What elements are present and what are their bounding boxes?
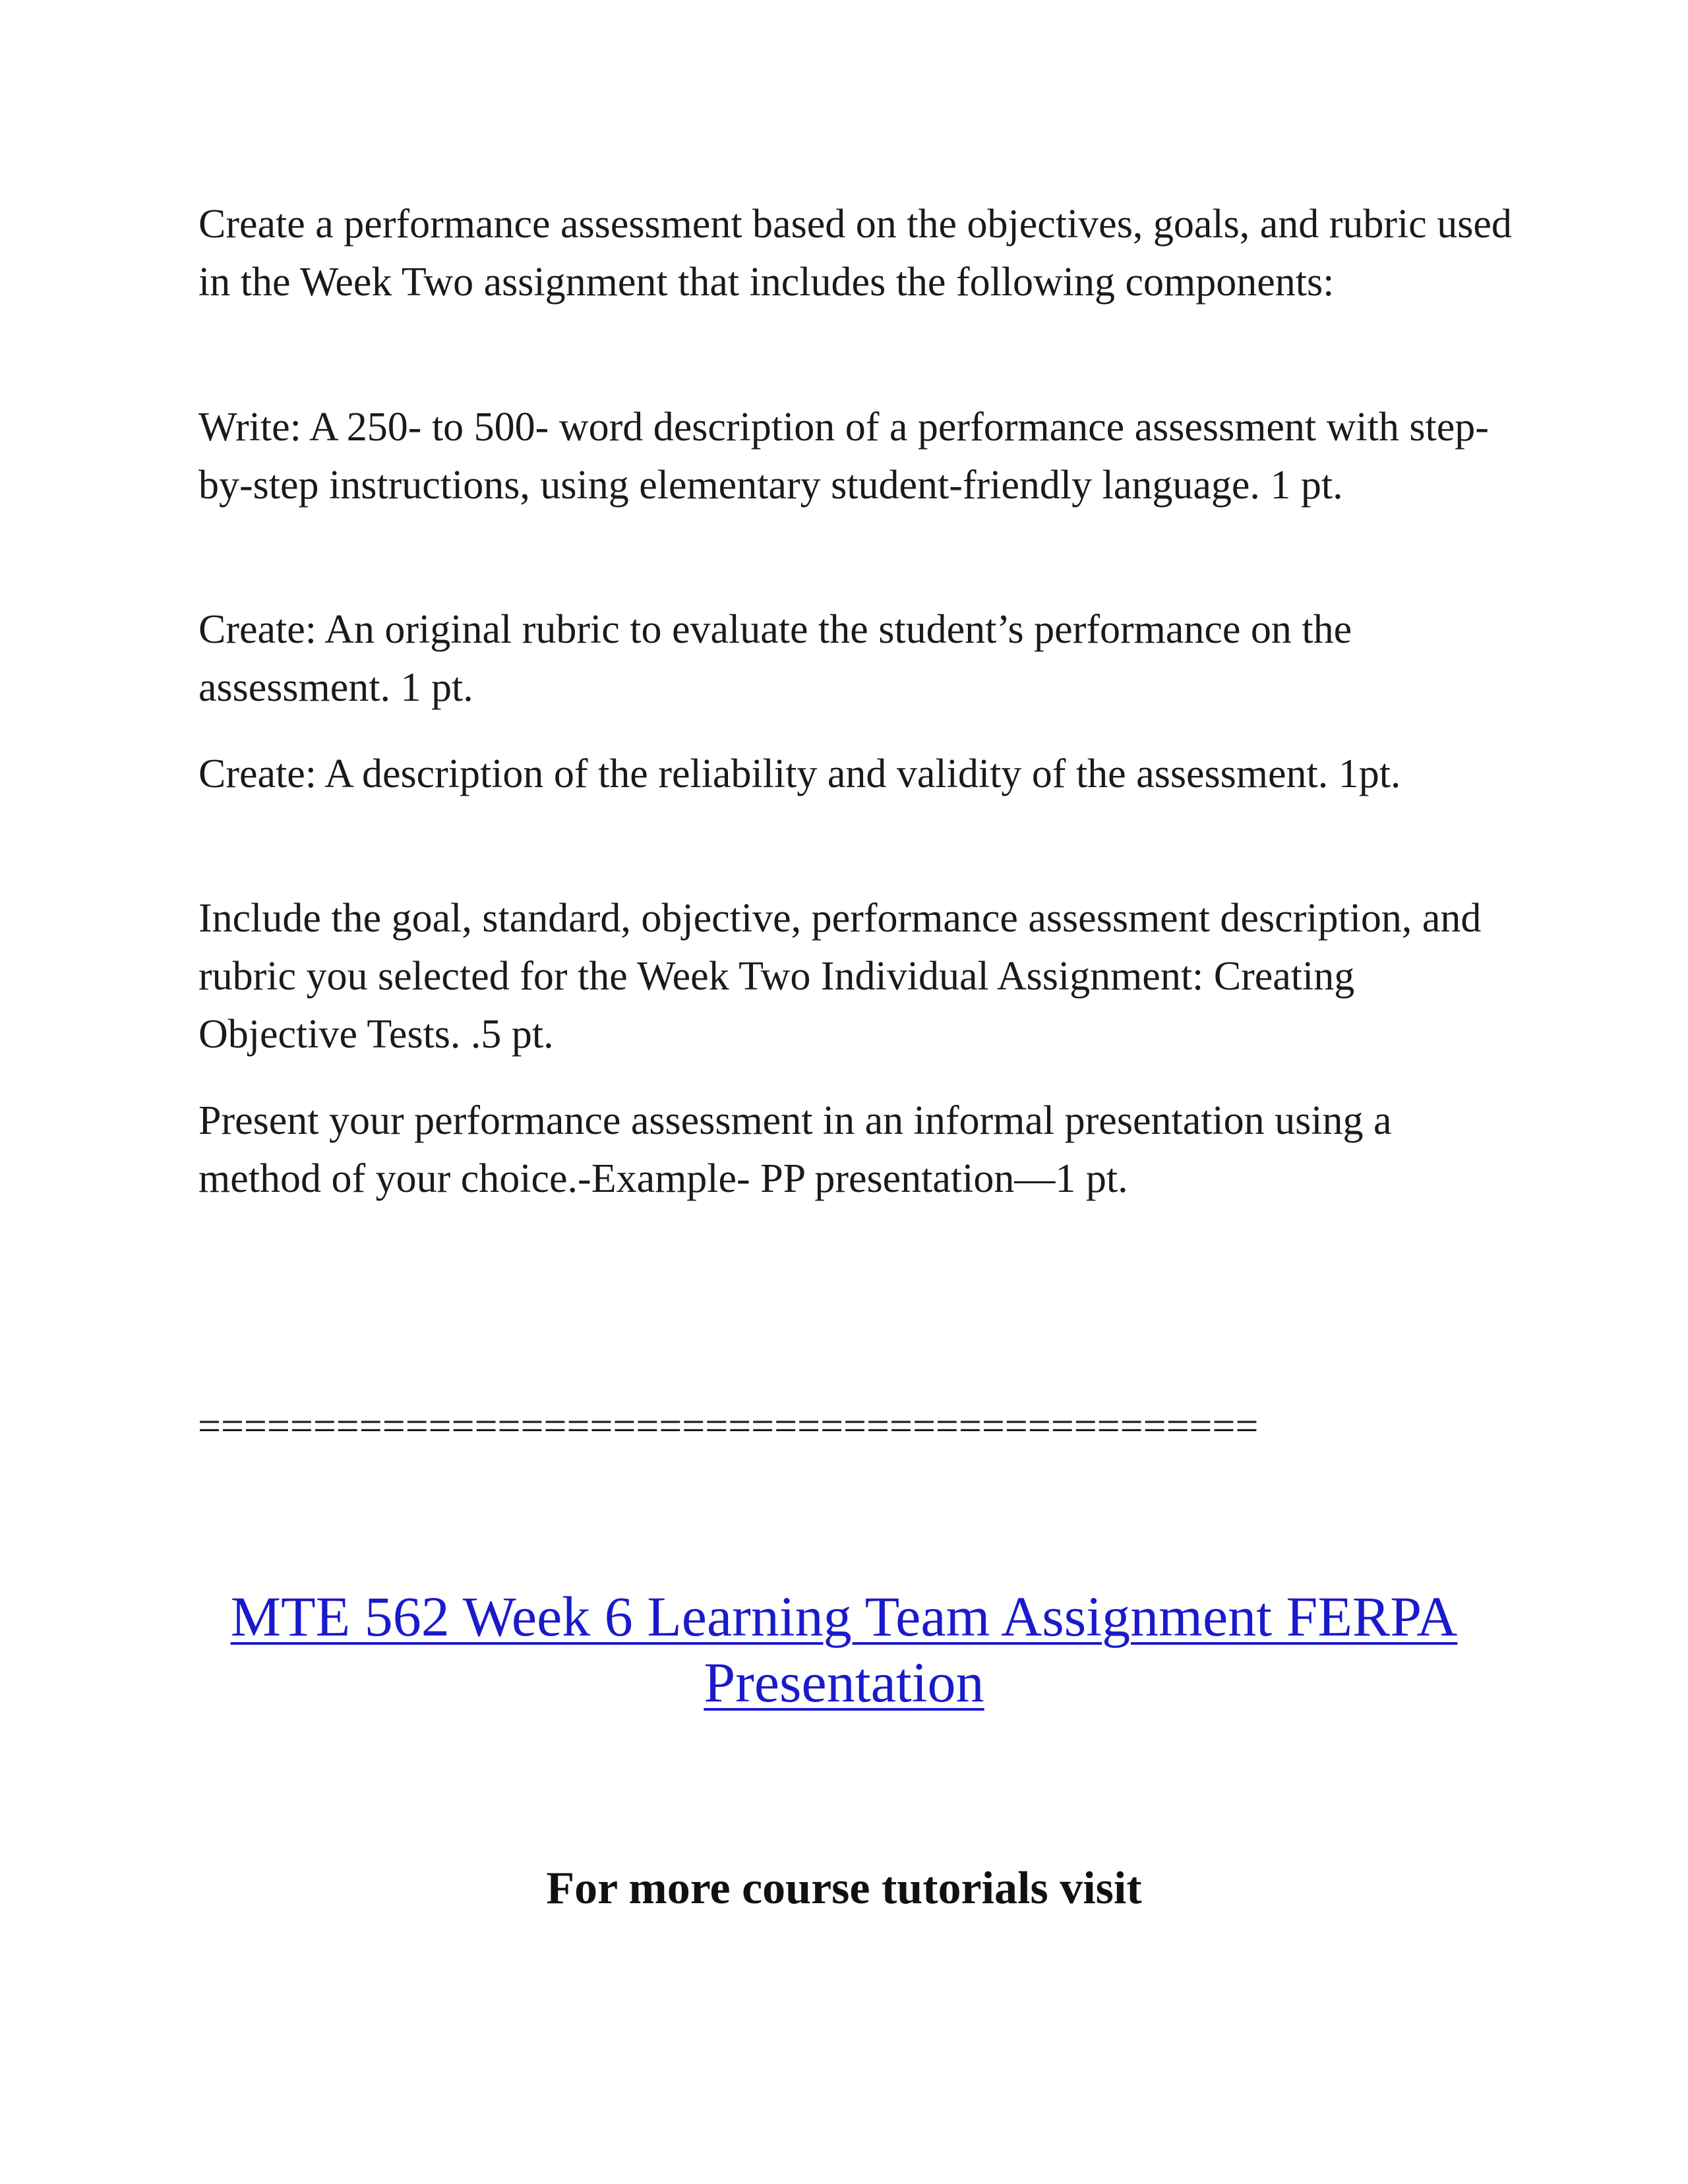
section-divider: ============================================== <box>198 1404 1259 1449</box>
paragraph-present-requirement: Present your performance assessment in an informal presentation using a method of your choice.-Example- PP presentation—1 pt. <box>198 1098 1392 1201</box>
course-title-link[interactable]: MTE 562 Week 6 Learning Team Assignment FERPA Presentation <box>230 1585 1458 1714</box>
paragraph-write-requirement: Write: A 250- to 500- word description of a performance assessment with step-by-step instructions, using elementary student-friendly language. 1 pt. <box>198 405 1489 508</box>
course-tutorials-callout: For more course tutorials visit <box>546 1863 1142 1914</box>
paragraph-intro: Create a performance assessment based on the objectives, goals, and rubric used in the Week Two assignment that includes the following components: <box>198 202 1512 305</box>
paragraph-rubric-requirement: Create: An original rubric to evaluate the student’s performance on the assessment. 1 pt. <box>198 607 1352 710</box>
paragraph-include-requirement: Include the goal, standard, objective, performance assessment description, and rubric you selected for the Week Two Individual Assignment: Creating Objective Tests. .5 pt. <box>198 896 1482 1057</box>
paragraph-reliability-requirement: Create: A description of the reliability and validity of the assessment. 1pt. <box>198 752 1401 796</box>
